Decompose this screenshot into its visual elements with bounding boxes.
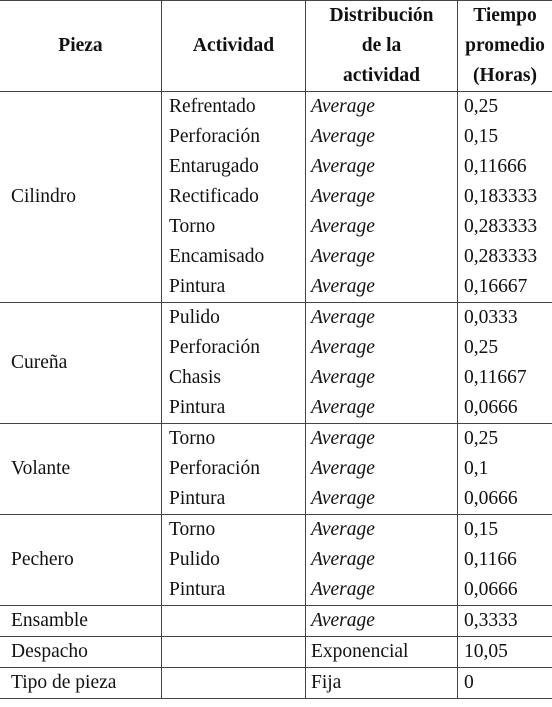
cell-tiempo: 0,15 — [464, 126, 499, 147]
cell-actividad: Perforación — [162, 333, 306, 363]
table-row — [0, 668, 552, 699]
cell-actividad: Entarugado — [162, 152, 306, 182]
cell-distribucion: Average — [306, 212, 458, 242]
cell-actividad: Chasis — [162, 363, 306, 393]
cell-distribucion: Average — [306, 122, 458, 152]
cell-tiempo: 0,1166 — [464, 549, 517, 570]
cell-actividad: Pintura — [162, 484, 306, 515]
cell-tiempo: 0,16667 — [458, 272, 552, 303]
header-tiempo-line-3: (Horas) — [473, 65, 537, 86]
cell-tiempo: 10,05 — [458, 637, 552, 668]
cell-tiempo: 0,1 — [464, 458, 489, 479]
cell-actividad: Pulido — [162, 303, 306, 334]
cell-actividad: Torno — [162, 212, 306, 242]
cell-distribucion: Average — [306, 393, 458, 424]
cell-distribucion: Average — [306, 242, 458, 272]
cell-actividad: Torno — [162, 424, 306, 455]
cell-tiempo: 0,283333 — [464, 246, 538, 267]
cell-tiempo: 0,283333 — [464, 216, 538, 237]
cell-distribucion: Average — [306, 272, 458, 303]
cell-actividad — [162, 637, 306, 668]
cell-distribucion: Average — [306, 454, 458, 484]
cell-distribucion: Average — [306, 363, 458, 393]
cell-distribucion: Average — [306, 606, 458, 637]
cell-actividad: Pintura — [162, 393, 306, 424]
cell-distribucion: Average — [306, 303, 458, 334]
cell-actividad: Pintura — [162, 272, 306, 303]
cell-distribucion: Average — [306, 484, 458, 515]
cell-distribucion: Average — [306, 575, 458, 606]
cell-distribucion: Average — [306, 333, 458, 363]
cell-tiempo: 0,11667 — [464, 367, 527, 388]
cell-tiempo: 0,25 — [464, 337, 499, 358]
cell-distribucion: Average — [306, 92, 458, 123]
cell-distribucion: Average — [306, 182, 458, 212]
cell-tiempo: 0,3333 — [458, 606, 552, 637]
cell-tiempo: 0,0666 — [458, 484, 552, 515]
cell-tiempo: 0,183333 — [464, 186, 538, 207]
cell-actividad — [162, 606, 306, 637]
cell-actividad: Perforación — [162, 454, 306, 484]
header-distribucion-line-2: de la — [361, 35, 402, 56]
header-tiempo — [458, 1, 552, 92]
cell-tiempo: 0,25 — [464, 96, 499, 117]
cell-actividad: Encamisado — [162, 242, 306, 272]
header-distribucion — [306, 1, 458, 92]
cell-pieza: Tipo de pieza — [0, 668, 162, 699]
cell-actividad: Pintura — [162, 575, 306, 606]
header-tiempo-line-1: Tiempo — [473, 5, 537, 26]
cell-pieza: Cilindro — [0, 92, 162, 303]
table-row — [0, 303, 552, 334]
cell-tiempo: 0,0333 — [464, 307, 518, 328]
cell-pieza: Despacho — [0, 637, 162, 668]
cell-pieza: Cureña — [0, 303, 162, 424]
cell-actividad: Torno — [162, 515, 306, 546]
header-tiempo-line-2: promedio — [465, 35, 545, 56]
table-row — [0, 606, 552, 637]
cell-actividad: Refrentado — [162, 92, 306, 123]
cell-tiempo: 0,0666 — [458, 393, 552, 424]
cell-actividad — [162, 668, 306, 699]
cell-pieza: Ensamble — [0, 606, 162, 637]
table-row — [0, 92, 552, 123]
table-row — [0, 515, 552, 546]
cell-distribucion: Average — [306, 545, 458, 575]
table-row — [0, 424, 552, 455]
cell-pieza: Pechero — [0, 515, 162, 606]
cell-tiempo: 0,15 — [464, 519, 499, 540]
header-distribucion-line-1: Distribución — [329, 5, 434, 26]
cell-tiempo: 0,11666 — [464, 156, 527, 177]
cell-actividad: Pulido — [162, 545, 306, 575]
table-body — [0, 92, 552, 699]
cell-distribucion: Exponencial — [306, 637, 458, 668]
cell-actividad: Rectificado — [162, 182, 306, 212]
cell-tiempo: 0 — [458, 668, 552, 699]
cell-pieza: Volante — [0, 424, 162, 515]
cell-distribucion: Average — [306, 424, 458, 455]
cell-tiempo: 0,0666 — [458, 575, 552, 606]
table-row — [0, 637, 552, 668]
cell-distribucion: Average — [306, 515, 458, 546]
header-pieza: Pieza — [0, 1, 162, 92]
cell-distribucion: Fija — [306, 668, 458, 699]
cell-distribucion: Average — [306, 152, 458, 182]
header-distribucion-line-3: actividad — [343, 65, 420, 86]
cell-tiempo: 0,25 — [464, 428, 499, 449]
cell-actividad: Perforación — [162, 122, 306, 152]
table-header-row — [0, 1, 552, 92]
header-actividad: Actividad — [162, 1, 306, 92]
